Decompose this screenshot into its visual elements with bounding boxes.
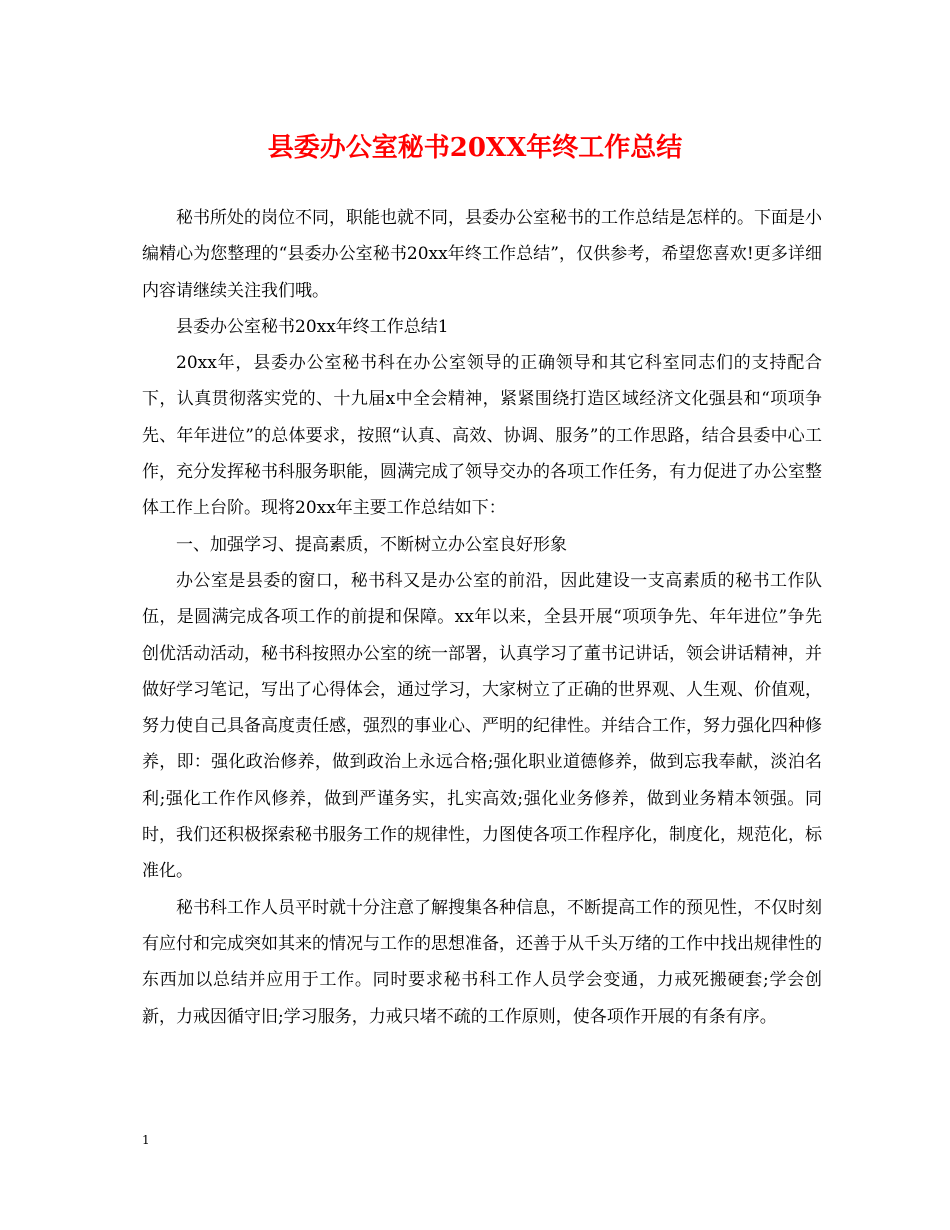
- document-title: 县委办公室秘书20XX年终工作总结: [267, 133, 683, 163]
- page-number: 1: [142, 1133, 150, 1147]
- information-paragraph: 秘书科工作人员平时就十分注意了解搜集各种信息，不断提高工作的预见性，不仅时刻有应付和完成突如其来的情况与工作的思想准备，还善于从千头万绪的工作中找出规律性的东西加以总结并应用于工作。同时要求秘书科工作人员学会变通，力戒死搬硬套;学会创新，力戒因循守旧;学习服务，力戒只堵不疏的工作原则，使各项作开展的有条有序。: [142, 897, 822, 1027]
- document-body: [142, 200, 822, 1035]
- section-heading-study: 一、加强学习、提高素质，不断树立办公室良好形象: [176, 534, 567, 555]
- study-paragraph: 办公室是县委的窗口，秘书科又是办公室的前沿，因此建设一支高素质的秘书工作队伍，是圆满完成各项工作的前提和保障。xx年以来，全县开展“项项争先、年年进位”争先创优活动活动，秘书科按照办公室的统一部署，认真学习了董书记讲话，领会讲话精神，并做好学习笔记，写出了心得体会，通过学习，大家树立了正确的世界观、人生观、价值观，努力使自己具备高度责任感，强烈的事业心、严明的纪律性。并结合工作，努力强化四种修养，即：强化政治修养，做到政治上永远合格;强化职业道德修养，做到忘我奉献，淡泊名利;强化工作作风修养，做到严谨务实，扎实高效;强化业务修养，做到业务精本领强。同时，我们还积极探索秘书服务工作的规律性，力图使各项工作程序化，制度化，规范化，标准化。: [142, 570, 822, 882]
- intro-paragraph: 秘书所处的岗位不同，职能也就不同，县委办公室秘书的工作总结是怎样的。下面是小编精心为您整理的“县委办公室秘书20xx年终工作总结”，仅供参考，希望您喜欢!更多详细内容请继续关注我们哦。: [142, 208, 822, 301]
- section-heading-summary-1: 县委办公室秘书20xx年终工作总结1: [176, 316, 449, 337]
- overview-paragraph: 20xx年，县委办公室秘书科在办公室领导的正确领导和其它科室同志们的支持配合下，认真贯彻落实党的、十九届x中全会精神，紧紧围绕打造区域经济文化强县和“项项争先、年年进位”的总体要求，按照“认真、高效、协调、服务”的工作思路，结合县委中心工作，充分发挥秘书科服务职能，圆满完成了领导交办的各项工作任务，有力促进了办公室整体工作上台阶。现将20xx年主要工作总结如下：: [142, 353, 822, 519]
